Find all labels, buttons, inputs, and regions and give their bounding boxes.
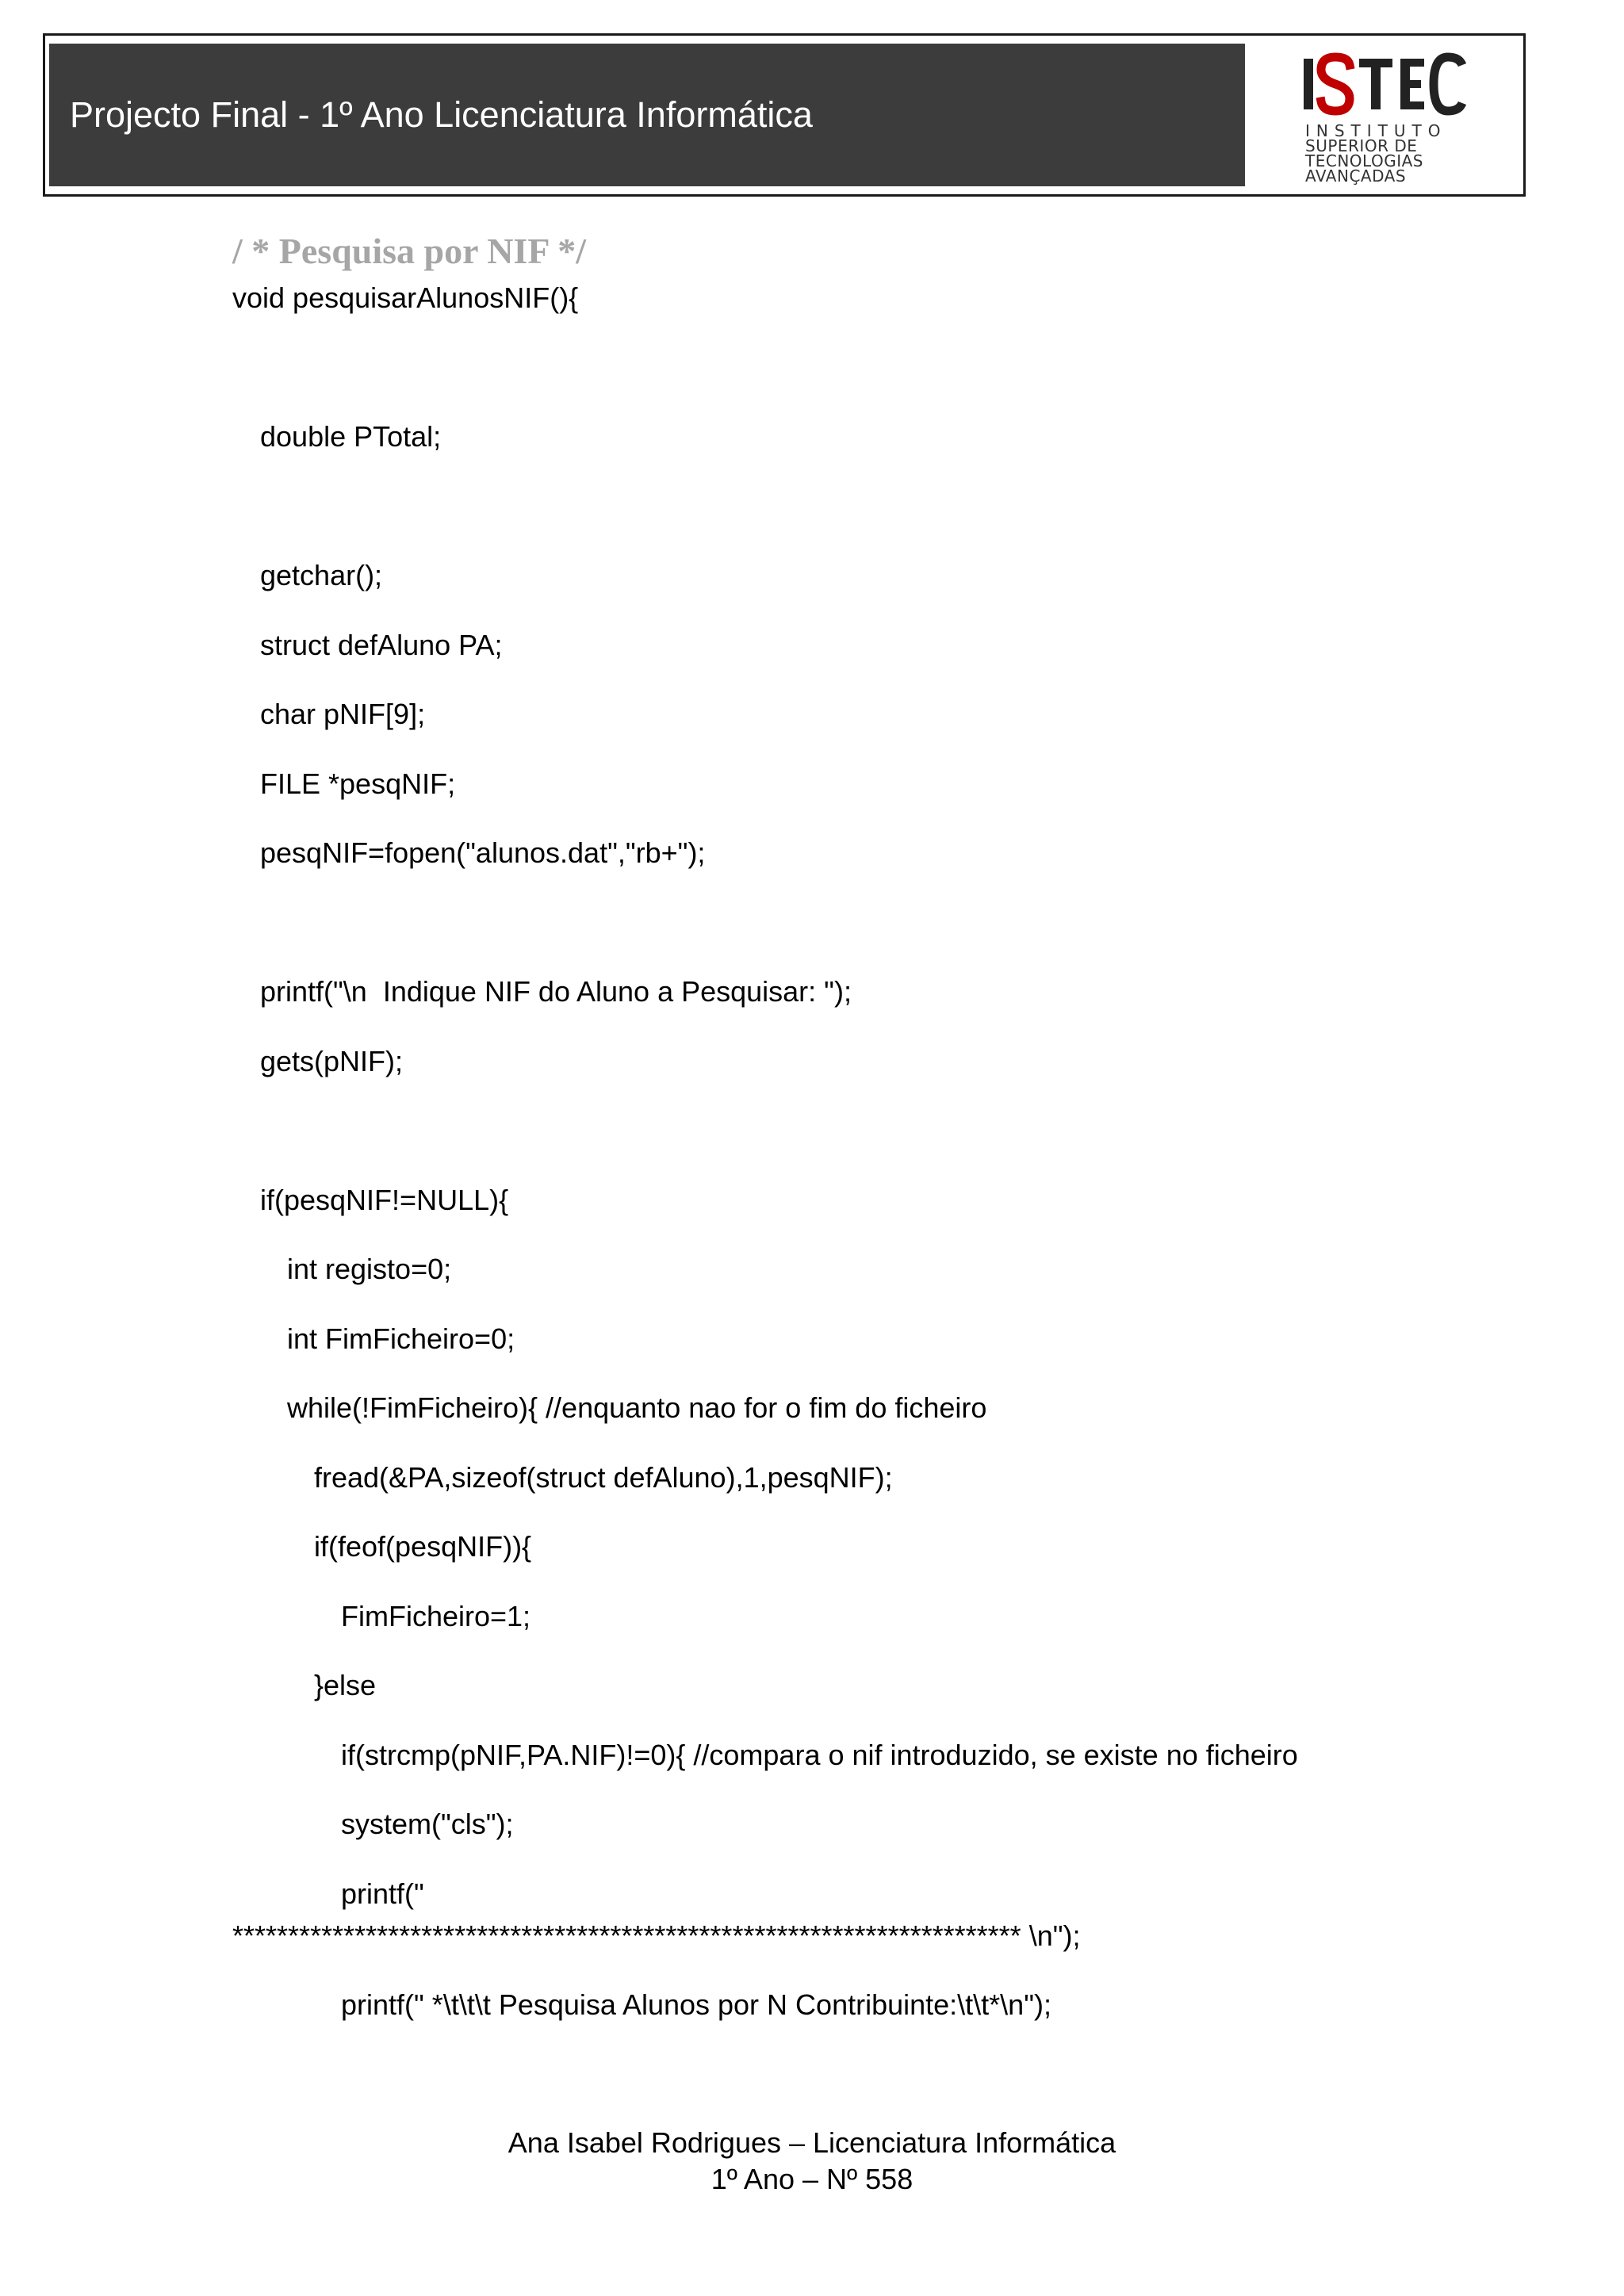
code-line: fread(&PA,sizeof(struct defAluno),1,pesqNIF); xyxy=(314,1461,893,1494)
istec-wordmark-icon xyxy=(1300,51,1467,117)
code-line: gets(pNIF); xyxy=(260,1045,404,1077)
section-heading: / * Pesquisa por NIF */ xyxy=(232,231,587,271)
logo-subtitle-line: AVANÇADAS xyxy=(1305,166,1407,186)
code-line: *********************************************************************** \n"); xyxy=(232,1919,1081,1952)
page-title: Projecto Final - 1º Ano Licenciatura Informática xyxy=(70,94,813,135)
code-line: system("cls"); xyxy=(341,1808,514,1840)
header-bar xyxy=(49,44,1245,186)
code-line: while(!FimFicheiro){ //enquanto nao for o fim do ficheiro xyxy=(287,1391,987,1424)
code-line: printf(" xyxy=(341,1877,424,1910)
code-line: printf("\n Indique NIF do Aluno a Pesquisar: "); xyxy=(260,975,852,1008)
logo-subtitle-line: SUPERIOR DE xyxy=(1305,136,1418,155)
code-line: getchar(); xyxy=(260,559,383,591)
code-line: double PTotal; xyxy=(260,420,442,453)
code-line: char pNIF[9]; xyxy=(260,698,426,730)
code-line: }else xyxy=(314,1669,377,1701)
page-footer xyxy=(0,2125,1624,2198)
logo-subtitle-line: INSTITUTO xyxy=(1305,121,1447,140)
code-line: void pesquisarAlunosNIF(){ xyxy=(232,281,579,314)
code-line: if(pesqNIF!=NULL){ xyxy=(260,1184,509,1216)
code-line: int FimFicheiro=0; xyxy=(287,1322,515,1355)
code-line: struct defAluno PA; xyxy=(260,629,503,661)
logo-subtitle-line: TECNOLOGIAS xyxy=(1305,151,1423,170)
code-line: if(feof(pesqNIF)){ xyxy=(314,1530,532,1563)
code-line: pesqNIF=fopen("alunos.dat","rb+"); xyxy=(260,836,706,869)
code-line: int registo=0; xyxy=(287,1253,452,1285)
code-line: FILE *pesqNIF; xyxy=(260,767,456,800)
footer-student-number: 1º Ano – Nº 558 xyxy=(710,2163,914,2195)
footer-author: Ana Isabel Rodrigues – Licenciatura Informática xyxy=(508,2126,1116,2159)
code-line: printf(" *\t\t\t Pesquisa Alunos por N Contribuinte:\t\t*\n"); xyxy=(341,1988,1051,2021)
logo-subtitle xyxy=(1305,121,1464,186)
istec-logo xyxy=(1300,51,1467,186)
code-line: if(strcmp(pNIF,PA.NIF)!=0){ //compara o nif introduzido, se existe no ficheiro xyxy=(341,1739,1298,1771)
code-line: FimFicheiro=1; xyxy=(341,1600,531,1632)
